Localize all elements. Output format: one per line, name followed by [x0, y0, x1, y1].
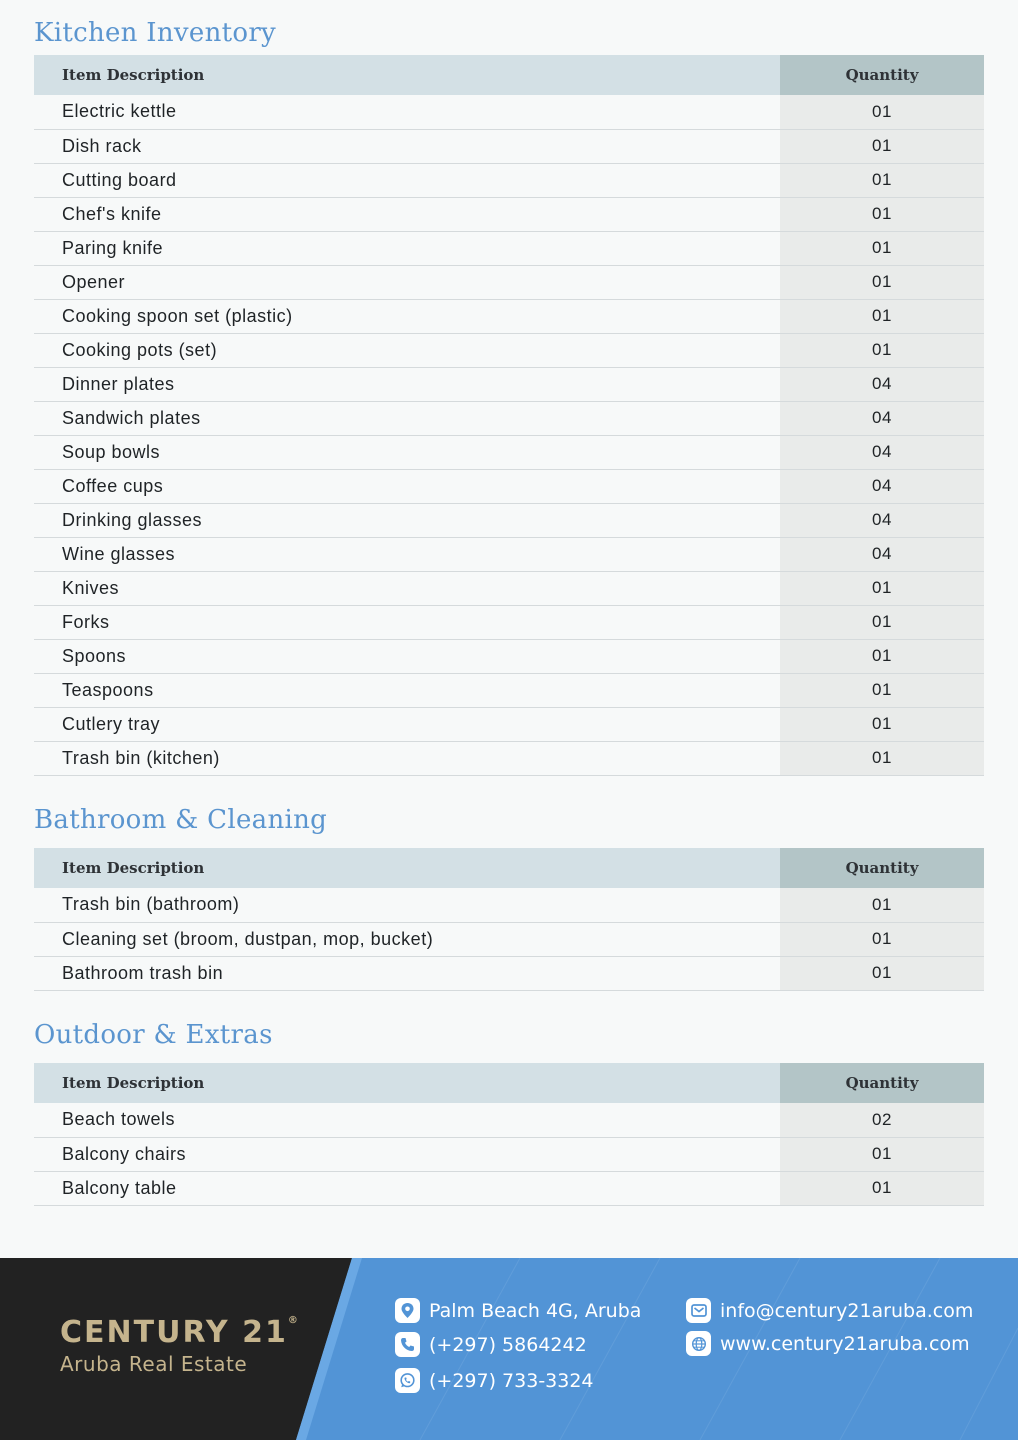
item-quantity: 01: [780, 741, 984, 775]
table-row: [34, 673, 984, 707]
phone-icon: [395, 1332, 420, 1357]
phone-item[interactable]: [395, 1332, 587, 1357]
email-text: info@century21aruba.com: [720, 1299, 974, 1322]
table-row: [34, 956, 984, 990]
table-row: [34, 469, 984, 503]
table-row: [34, 503, 984, 537]
table-row: [34, 1137, 984, 1171]
item-quantity: 01: [780, 571, 984, 605]
item-description: Cutting board: [34, 163, 780, 197]
item-quantity: 01: [780, 605, 984, 639]
bathroom-section: [34, 800, 984, 991]
section-title: Kitchen Inventory: [34, 18, 277, 48]
section-title: Outdoor & Extras: [34, 1020, 273, 1050]
whatsapp-icon: [395, 1368, 420, 1393]
table-row: [34, 401, 984, 435]
column-header-description: Item Description: [34, 1063, 780, 1103]
item-description: Drinking glasses: [34, 503, 780, 537]
website-item[interactable]: [686, 1331, 970, 1356]
item-description: Bathroom trash bin: [34, 956, 780, 990]
location-pin-icon: [395, 1298, 420, 1323]
registered-mark: ®: [287, 1315, 300, 1326]
item-quantity: 01: [780, 922, 984, 956]
item-quantity: 04: [780, 469, 984, 503]
email-icon: [686, 1298, 711, 1323]
table-row: [34, 435, 984, 469]
item-quantity: 01: [780, 707, 984, 741]
table-header-row: [34, 55, 984, 95]
whatsapp-item[interactable]: [395, 1368, 594, 1393]
column-header-quantity: Quantity: [780, 1063, 984, 1103]
item-description: Trash bin (bathroom): [34, 888, 780, 922]
table-row: [34, 333, 984, 367]
table-row: [34, 571, 984, 605]
item-quantity: 01: [780, 197, 984, 231]
item-quantity: 01: [780, 129, 984, 163]
globe-icon: [686, 1331, 711, 1356]
item-quantity: 04: [780, 367, 984, 401]
table-row: [34, 299, 984, 333]
website-text: www.century21aruba.com: [720, 1332, 970, 1355]
outdoor-section: [34, 1015, 984, 1206]
table-row: [34, 741, 984, 775]
item-description: Sandwich plates: [34, 401, 780, 435]
footer: [0, 1258, 1018, 1440]
whatsapp-text: (+297) 733-3324: [429, 1369, 594, 1392]
brand-subtitle: Aruba Real Estate: [60, 1352, 248, 1376]
item-quantity: 01: [780, 333, 984, 367]
item-quantity: 04: [780, 435, 984, 469]
bathroom-table: [34, 848, 984, 991]
item-quantity: 01: [780, 231, 984, 265]
item-quantity: 01: [780, 1171, 984, 1205]
column-header-quantity: Quantity: [780, 848, 984, 888]
brand-name-text: CENTURY 21: [60, 1315, 288, 1350]
item-description: Balcony table: [34, 1171, 780, 1205]
column-header-description: Item Description: [34, 55, 780, 95]
table-row: [34, 1103, 984, 1137]
item-description: Wine glasses: [34, 537, 780, 571]
phone-text: (+297) 5864242: [429, 1333, 587, 1356]
item-description: Coffee cups: [34, 469, 780, 503]
table-row: [34, 163, 984, 197]
item-quantity: 01: [780, 299, 984, 333]
table-row: [34, 265, 984, 299]
item-quantity: 01: [780, 1137, 984, 1171]
item-description: Dinner plates: [34, 367, 780, 401]
item-description: Cooking spoon set (plastic): [34, 299, 780, 333]
table-row: [34, 888, 984, 922]
item-description: Cleaning set (broom, dustpan, mop, bucket): [34, 922, 780, 956]
table-row: [34, 367, 984, 401]
table-header-row: [34, 848, 984, 888]
table-row: [34, 1171, 984, 1205]
item-description: Spoons: [34, 639, 780, 673]
item-quantity: 01: [780, 639, 984, 673]
section-title: Bathroom & Cleaning: [34, 805, 328, 835]
table-row: [34, 605, 984, 639]
kitchen-table: [34, 55, 984, 776]
item-description: Beach towels: [34, 1103, 780, 1137]
item-description: Knives: [34, 571, 780, 605]
item-description: Cooking pots (set): [34, 333, 780, 367]
item-quantity: 04: [780, 401, 984, 435]
item-description: Opener: [34, 265, 780, 299]
outdoor-table: [34, 1063, 984, 1206]
table-row: [34, 922, 984, 956]
item-quantity: 04: [780, 537, 984, 571]
address-item: [395, 1298, 641, 1323]
brand-logo: [60, 1315, 300, 1376]
item-description: Paring knife: [34, 231, 780, 265]
address-text: Palm Beach 4G, Aruba: [429, 1299, 642, 1322]
item-description: Forks: [34, 605, 780, 639]
item-quantity: 04: [780, 503, 984, 537]
kitchen-section: [34, 13, 984, 776]
item-description: Soup bowls: [34, 435, 780, 469]
item-description: Dish rack: [34, 129, 780, 163]
table-row: [34, 231, 984, 265]
table-row: [34, 129, 984, 163]
table-row: [34, 707, 984, 741]
item-description: Cutlery tray: [34, 707, 780, 741]
item-quantity: 01: [780, 956, 984, 990]
email-item[interactable]: [686, 1298, 973, 1323]
brand-name: [60, 1315, 300, 1350]
table-row: [34, 639, 984, 673]
item-quantity: 01: [780, 163, 984, 197]
item-quantity: 01: [780, 265, 984, 299]
table-row: [34, 537, 984, 571]
item-description: Balcony chairs: [34, 1137, 780, 1171]
item-description: Teaspoons: [34, 673, 780, 707]
item-quantity: 02: [780, 1103, 984, 1137]
column-header-quantity: Quantity: [780, 55, 984, 95]
column-header-description: Item Description: [34, 848, 780, 888]
item-description: Electric kettle: [34, 95, 780, 129]
item-quantity: 01: [780, 673, 984, 707]
table-row: [34, 95, 984, 129]
item-quantity: 01: [780, 95, 984, 129]
item-description: Chef's knife: [34, 197, 780, 231]
item-description: Trash bin (kitchen): [34, 741, 780, 775]
table-row: [34, 197, 984, 231]
item-quantity: 01: [780, 888, 984, 922]
table-header-row: [34, 1063, 984, 1103]
